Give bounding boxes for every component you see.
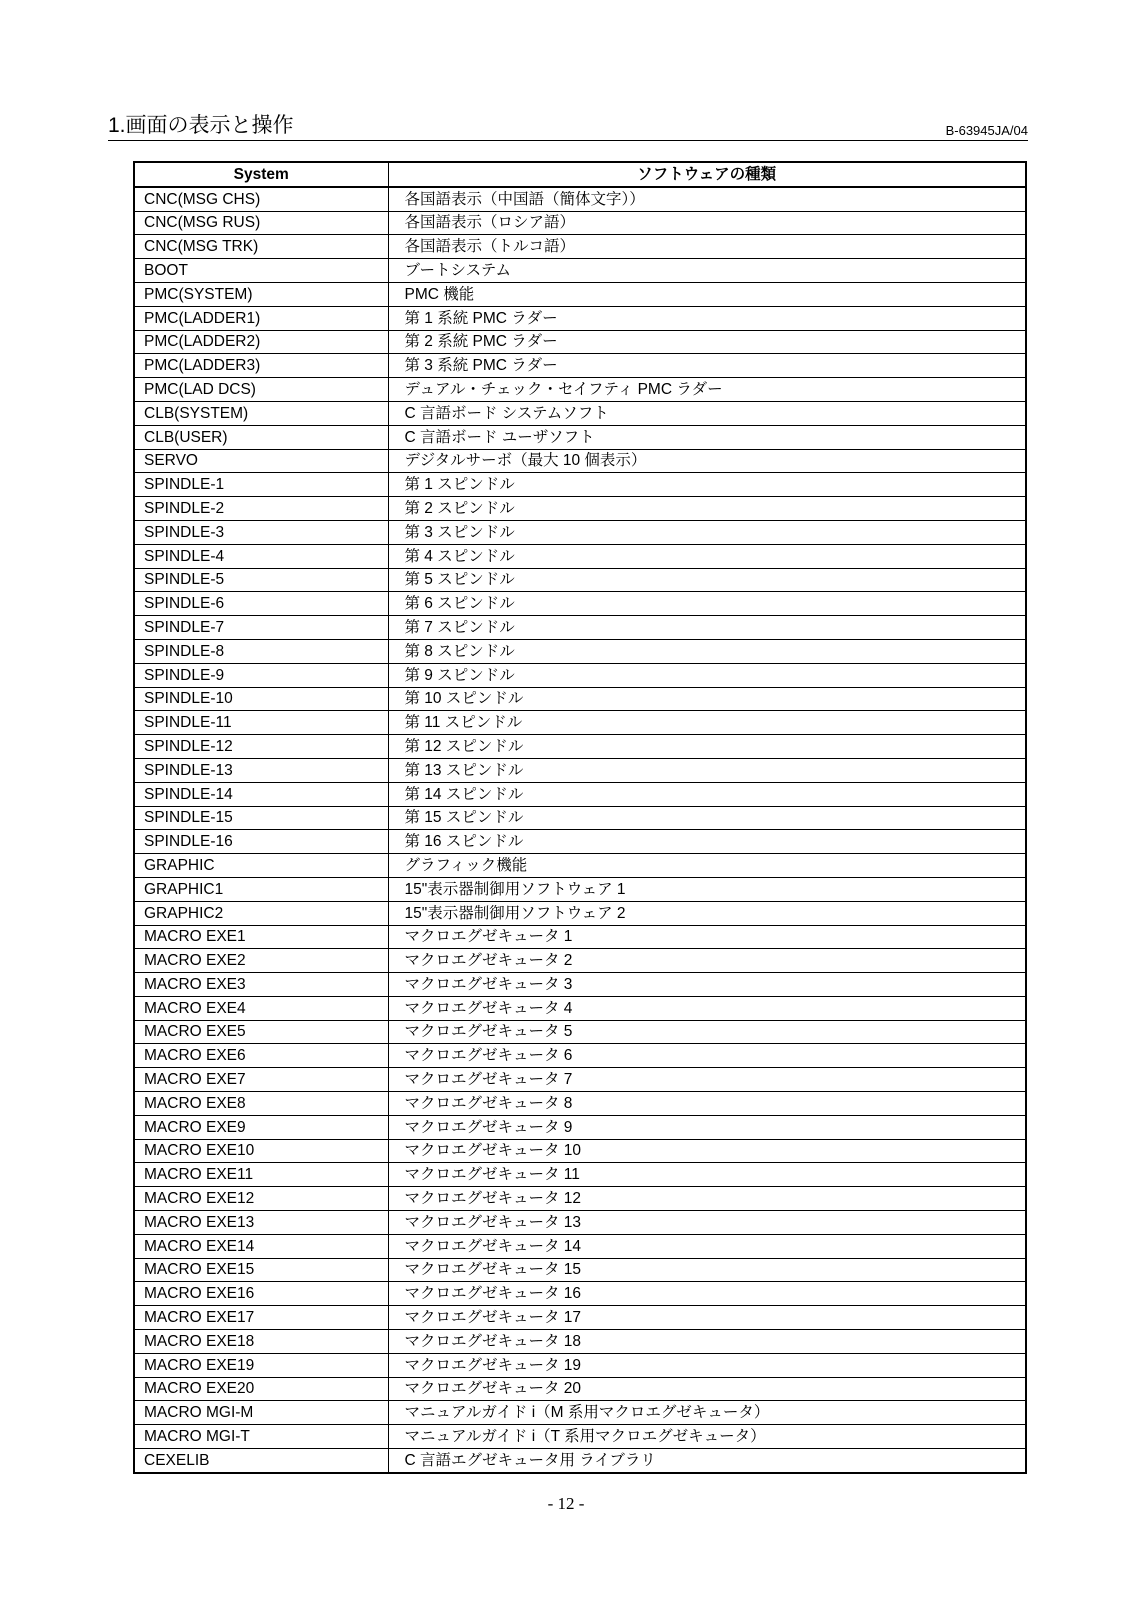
table-row <box>134 711 1026 735</box>
software-type-cell: デュアル・チェック・セイフティ PMC ラダー <box>388 378 1026 402</box>
system-cell: PMC(SYSTEM) <box>134 282 388 306</box>
software-type-cell: マクロエグゼキュータ 6 <box>388 1044 1026 1068</box>
table-row <box>134 1234 1026 1258</box>
table-row <box>134 568 1026 592</box>
software-type-cell: マクロエグゼキュータ 1 <box>388 925 1026 949</box>
system-cell: PMC(LADDER1) <box>134 306 388 330</box>
system-cell: MACRO EXE4 <box>134 996 388 1020</box>
system-cell: SPINDLE-9 <box>134 663 388 687</box>
table-row <box>134 925 1026 949</box>
software-type-cell: 第 10 スピンドル <box>388 687 1026 711</box>
column-header-system: System <box>134 162 388 187</box>
table-row <box>134 1068 1026 1092</box>
system-cell: MACRO EXE17 <box>134 1306 388 1330</box>
system-cell: SPINDLE-5 <box>134 568 388 592</box>
system-cell: CLB(SYSTEM) <box>134 401 388 425</box>
software-type-cell: 第 4 スピンドル <box>388 544 1026 568</box>
software-type-cell: マクロエグゼキュータ 15 <box>388 1258 1026 1282</box>
system-cell: SPINDLE-3 <box>134 520 388 544</box>
table-row <box>134 1306 1026 1330</box>
system-cell: GRAPHIC1 <box>134 877 388 901</box>
software-type-cell: マクロエグゼキュータ 14 <box>388 1234 1026 1258</box>
software-type-cell: 各国語表示（中国語（簡体文字）） <box>388 187 1026 211</box>
system-cell: SPINDLE-7 <box>134 616 388 640</box>
software-type-cell: 第 3 系統 PMC ラダー <box>388 354 1026 378</box>
table-row <box>134 663 1026 687</box>
table-row <box>134 1020 1026 1044</box>
software-type-cell: マクロエグゼキュータ 18 <box>388 1330 1026 1354</box>
system-cell: SPINDLE-2 <box>134 497 388 521</box>
table-row <box>134 235 1026 259</box>
table-row <box>134 1330 1026 1354</box>
software-type-cell: 第 6 スピンドル <box>388 592 1026 616</box>
software-type-cell: 第 12 スピンドル <box>388 735 1026 759</box>
table-row <box>134 354 1026 378</box>
system-cell: SPINDLE-16 <box>134 830 388 854</box>
table-row <box>134 378 1026 402</box>
system-cell: MACRO MGI-M <box>134 1401 388 1425</box>
table-row <box>134 854 1026 878</box>
system-cell: MACRO EXE14 <box>134 1234 388 1258</box>
software-type-cell: PMC 機能 <box>388 282 1026 306</box>
system-cell: MACRO EXE18 <box>134 1330 388 1354</box>
software-type-cell: グラフィック機能 <box>388 854 1026 878</box>
table-row <box>134 735 1026 759</box>
table-row <box>134 782 1026 806</box>
system-cell: SPINDLE-10 <box>134 687 388 711</box>
table-row <box>134 1044 1026 1068</box>
table-row <box>134 901 1026 925</box>
table-row <box>134 425 1026 449</box>
system-cell: MACRO EXE11 <box>134 1163 388 1187</box>
table-row <box>134 544 1026 568</box>
software-type-cell: マクロエグゼキュータ 13 <box>388 1211 1026 1235</box>
section-title: 1.画面の表示と操作 <box>108 114 294 137</box>
table-row <box>134 830 1026 854</box>
software-type-cell: マクロエグゼキュータ 17 <box>388 1306 1026 1330</box>
system-cell: MACRO EXE3 <box>134 973 388 997</box>
software-type-cell: 第 14 スピンドル <box>388 782 1026 806</box>
table-row <box>134 1377 1026 1401</box>
table-body <box>134 187 1026 1473</box>
system-cell: CNC(MSG RUS) <box>134 211 388 235</box>
system-cell: MACRO EXE20 <box>134 1377 388 1401</box>
table-row <box>134 639 1026 663</box>
table-row <box>134 1211 1026 1235</box>
system-cell: MACRO EXE16 <box>134 1282 388 1306</box>
system-cell: MACRO EXE8 <box>134 1092 388 1116</box>
system-cell: CEXELIB <box>134 1449 388 1473</box>
system-cell: MACRO EXE6 <box>134 1044 388 1068</box>
system-cell: MACRO EXE15 <box>134 1258 388 1282</box>
software-type-cell: マクロエグゼキュータ 4 <box>388 996 1026 1020</box>
table-row <box>134 592 1026 616</box>
software-type-cell: ブートシステム <box>388 259 1026 283</box>
system-cell: MACRO EXE2 <box>134 949 388 973</box>
software-type-cell: 第 8 スピンドル <box>388 639 1026 663</box>
software-type-cell: 第 13 スピンドル <box>388 758 1026 782</box>
system-cell: SPINDLE-4 <box>134 544 388 568</box>
system-cell: MACRO EXE10 <box>134 1139 388 1163</box>
software-type-cell: マクロエグゼキュータ 12 <box>388 1187 1026 1211</box>
software-type-cell: マクロエグゼキュータ 11 <box>388 1163 1026 1187</box>
system-cell: SPINDLE-12 <box>134 735 388 759</box>
system-cell: MACRO EXE1 <box>134 925 388 949</box>
table-row <box>134 1139 1026 1163</box>
system-cell: PMC(LADDER3) <box>134 354 388 378</box>
table-row <box>134 1449 1026 1473</box>
table-row <box>134 1401 1026 1425</box>
software-type-table <box>133 161 1027 1474</box>
software-type-cell: 15"表示器制御用ソフトウェア 1 <box>388 877 1026 901</box>
software-type-cell: 第 2 系統 PMC ラダー <box>388 330 1026 354</box>
table-row <box>134 1115 1026 1139</box>
software-type-cell: マクロエグゼキュータ 8 <box>388 1092 1026 1116</box>
table-row <box>134 1187 1026 1211</box>
system-cell: MACRO EXE5 <box>134 1020 388 1044</box>
software-type-cell: 第 7 スピンドル <box>388 616 1026 640</box>
software-type-cell: マクロエグゼキュータ 19 <box>388 1353 1026 1377</box>
system-cell: CNC(MSG CHS) <box>134 187 388 211</box>
system-cell: GRAPHIC2 <box>134 901 388 925</box>
software-type-cell: マクロエグゼキュータ 16 <box>388 1282 1026 1306</box>
software-type-cell: デジタルサーボ（最大 10 個表示） <box>388 449 1026 473</box>
system-cell: SERVO <box>134 449 388 473</box>
table-row <box>134 401 1026 425</box>
software-type-cell: マクロエグゼキュータ 9 <box>388 1115 1026 1139</box>
column-header-software-type: ソフトウェアの種類 <box>388 162 1026 187</box>
table-row <box>134 973 1026 997</box>
software-type-cell: C 言語ボード システムソフト <box>388 401 1026 425</box>
system-cell: PMC(LADDER2) <box>134 330 388 354</box>
software-type-cell: 各国語表示（ロシア語） <box>388 211 1026 235</box>
page-header <box>108 112 1028 141</box>
software-type-cell: 第 2 スピンドル <box>388 497 1026 521</box>
system-cell: MACRO EXE19 <box>134 1353 388 1377</box>
table-row <box>134 473 1026 497</box>
software-type-cell: 第 1 系統 PMC ラダー <box>388 306 1026 330</box>
table-row <box>134 330 1026 354</box>
system-cell: CLB(USER) <box>134 425 388 449</box>
table-row <box>134 1282 1026 1306</box>
system-cell: SPINDLE-8 <box>134 639 388 663</box>
table-row <box>134 282 1026 306</box>
software-type-cell: マクロエグゼキュータ 5 <box>388 1020 1026 1044</box>
software-type-cell: C 言語ボード ユーザソフト <box>388 425 1026 449</box>
table-row <box>134 306 1026 330</box>
document-code: B-63945JA/04 <box>945 123 1028 138</box>
software-type-cell: 第 16 スピンドル <box>388 830 1026 854</box>
table-row <box>134 497 1026 521</box>
table-row <box>134 996 1026 1020</box>
table-row <box>134 259 1026 283</box>
table-row <box>134 211 1026 235</box>
table-row <box>134 758 1026 782</box>
software-type-cell: 第 5 スピンドル <box>388 568 1026 592</box>
software-type-cell: 15"表示器制御用ソフトウェア 2 <box>388 901 1026 925</box>
system-cell: BOOT <box>134 259 388 283</box>
table-row <box>134 1258 1026 1282</box>
software-type-cell: 第 3 スピンドル <box>388 520 1026 544</box>
software-type-cell: 第 15 スピンドル <box>388 806 1026 830</box>
software-type-cell: 各国語表示（トルコ語） <box>388 235 1026 259</box>
software-type-cell: 第 9 スピンドル <box>388 663 1026 687</box>
table-row <box>134 187 1026 211</box>
software-type-cell: マニュアルガイド i（T 系用マクロエグゼキュータ） <box>388 1425 1026 1449</box>
system-cell: PMC(LAD DCS) <box>134 378 388 402</box>
software-type-cell: 第 11 スピンドル <box>388 711 1026 735</box>
table-row <box>134 806 1026 830</box>
system-cell: MACRO EXE12 <box>134 1187 388 1211</box>
table-row <box>134 1092 1026 1116</box>
system-cell: CNC(MSG TRK) <box>134 235 388 259</box>
software-type-cell: C 言語エグゼキュータ用 ライブラリ <box>388 1449 1026 1473</box>
software-type-cell: マクロエグゼキュータ 3 <box>388 973 1026 997</box>
table-row <box>134 877 1026 901</box>
system-cell: SPINDLE-6 <box>134 592 388 616</box>
software-type-cell: マクロエグゼキュータ 7 <box>388 1068 1026 1092</box>
software-type-cell: マニュアルガイド i（M 系用マクロエグゼキュータ） <box>388 1401 1026 1425</box>
system-cell: MACRO EXE9 <box>134 1115 388 1139</box>
system-cell: MACRO EXE13 <box>134 1211 388 1235</box>
system-cell: GRAPHIC <box>134 854 388 878</box>
table-row <box>134 687 1026 711</box>
table-row <box>134 520 1026 544</box>
table-row <box>134 1163 1026 1187</box>
system-cell: SPINDLE-1 <box>134 473 388 497</box>
software-type-cell: マクロエグゼキュータ 20 <box>388 1377 1026 1401</box>
table-row <box>134 949 1026 973</box>
system-cell: SPINDLE-13 <box>134 758 388 782</box>
system-cell: MACRO EXE7 <box>134 1068 388 1092</box>
system-cell: SPINDLE-15 <box>134 806 388 830</box>
system-cell: SPINDLE-14 <box>134 782 388 806</box>
table-row <box>134 616 1026 640</box>
table-row <box>134 1425 1026 1449</box>
table-row <box>134 449 1026 473</box>
software-type-cell: マクロエグゼキュータ 10 <box>388 1139 1026 1163</box>
software-type-cell: 第 1 スピンドル <box>388 473 1026 497</box>
table-header-row <box>134 162 1026 187</box>
system-cell: SPINDLE-11 <box>134 711 388 735</box>
page-number: - 12 - <box>547 1494 585 1513</box>
system-cell: MACRO MGI-T <box>134 1425 388 1449</box>
table-row <box>134 1353 1026 1377</box>
software-type-cell: マクロエグゼキュータ 2 <box>388 949 1026 973</box>
